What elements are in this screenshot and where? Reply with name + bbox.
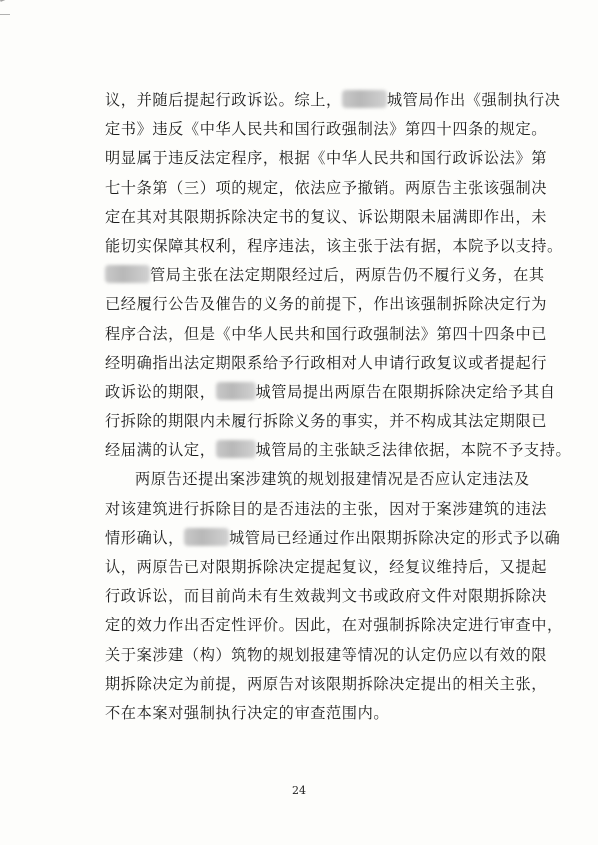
text-line (105, 320, 548, 349)
redaction-blur (105, 265, 150, 283)
redaction-blur (184, 528, 229, 546)
text-segment: 已经履行公告及催告的义务的前提下，作出该强制拆除决定行为 (105, 295, 548, 314)
text-segment: 期拆除决定为前提，两原告对该限期拆除决定提出的相关主张， (105, 674, 548, 693)
text-segment: 关于案涉建（构）筑物的规划报建等情况的认定仍应以有效的限 (105, 645, 548, 664)
text-line (105, 553, 548, 582)
text-line (105, 232, 563, 261)
text-segment: 能切实保障其权利，程序违法，该主张于法有据，本院予以支持。 (105, 236, 563, 255)
text-segment: 行拆除的期限内未履行拆除义务的事实，并不构成其法定期限已 (105, 412, 548, 431)
text-line (105, 465, 530, 494)
text-segment: 明显属于违反法定程序，根据《中华人民共和国行政诉讼法》第 (105, 149, 548, 168)
text-line (105, 86, 561, 115)
body-text (105, 86, 572, 728)
text-segment: 城管局已经通过作出限期拆除决定的形式予以确 (228, 528, 561, 547)
text-segment: 经届满的认定， (105, 441, 216, 460)
text-segment: 两原告还提出案涉建筑的规划报建情况是否应认定违法及 (135, 470, 530, 489)
redaction-blur (216, 440, 256, 458)
text-line (105, 261, 545, 290)
scan-edge-mark-2 (0, 14, 10, 15)
text-segment: 议，并随后提起行政诉讼。综上， (105, 91, 342, 109)
page-number: 24 (292, 784, 306, 797)
text-line (105, 378, 556, 407)
text-segment: 城管局的主张缺乏法律依据，本院不予支持。 (255, 441, 572, 460)
redaction-blur (216, 382, 256, 400)
text-segment: 经明确指出法定期限系给予行政相对人申请行政复议或者提起行 (105, 353, 548, 372)
text-line (105, 349, 548, 378)
text-line (105, 407, 548, 436)
text-line (105, 670, 548, 699)
text-line (105, 524, 561, 553)
text-segment: 管局主张在法定期限经过后，两原告仍不履行义务，在其 (150, 266, 545, 285)
text-line (105, 144, 548, 173)
text-line (105, 115, 548, 144)
text-line (105, 436, 572, 465)
text-segment: 情形确认， (105, 528, 184, 547)
text-line (105, 582, 548, 611)
text-segment: 程序合法，但是《中华人民共和国行政强制法》第四十四条中已 (105, 324, 548, 343)
text-line (105, 611, 563, 640)
text-segment: 认，两原告已对限期拆除决定提起复议，经复议维持后，又提起 (105, 558, 548, 576)
text-line (105, 641, 548, 670)
text-segment: 定的效力作出否定性评价。因此，在对强制拆除决定进行审查中， (105, 616, 563, 635)
text-segment: 政诉讼的期限， (105, 382, 216, 401)
text-segment: 城管局提出两原告在限期拆除决定给予其自 (255, 382, 556, 401)
scan-edge-mark (0, 0, 23, 15)
text-segment: 对该建筑进行拆除目的是否违法的主张，因对于案涉建筑的违法 (105, 499, 548, 518)
redaction-blur (342, 90, 387, 108)
text-segment: 定在其对其限期拆除决定书的复议、诉讼期限未届满即作出，未 (105, 207, 548, 226)
text-line (105, 495, 548, 524)
text-line (105, 699, 525, 728)
text-line (105, 203, 548, 232)
text-segment: 定书》违反《中华人民共和国行政强制法》第四十四条的规定。 (105, 120, 548, 139)
text-segment: 七十条第（三）项的规定，依法应予撤销。两原告主张该强制决 (105, 178, 548, 197)
text-line (105, 290, 548, 319)
text-segment: 行政诉讼，而目前尚未有生效裁判文书或政府文件对限期拆除决 (105, 587, 548, 606)
text-line (105, 174, 548, 203)
text-segment: 不在本案对强制执行决定的审查范围内。 (105, 703, 390, 722)
text-segment: 城管局作出《强制执行决 (386, 91, 561, 109)
